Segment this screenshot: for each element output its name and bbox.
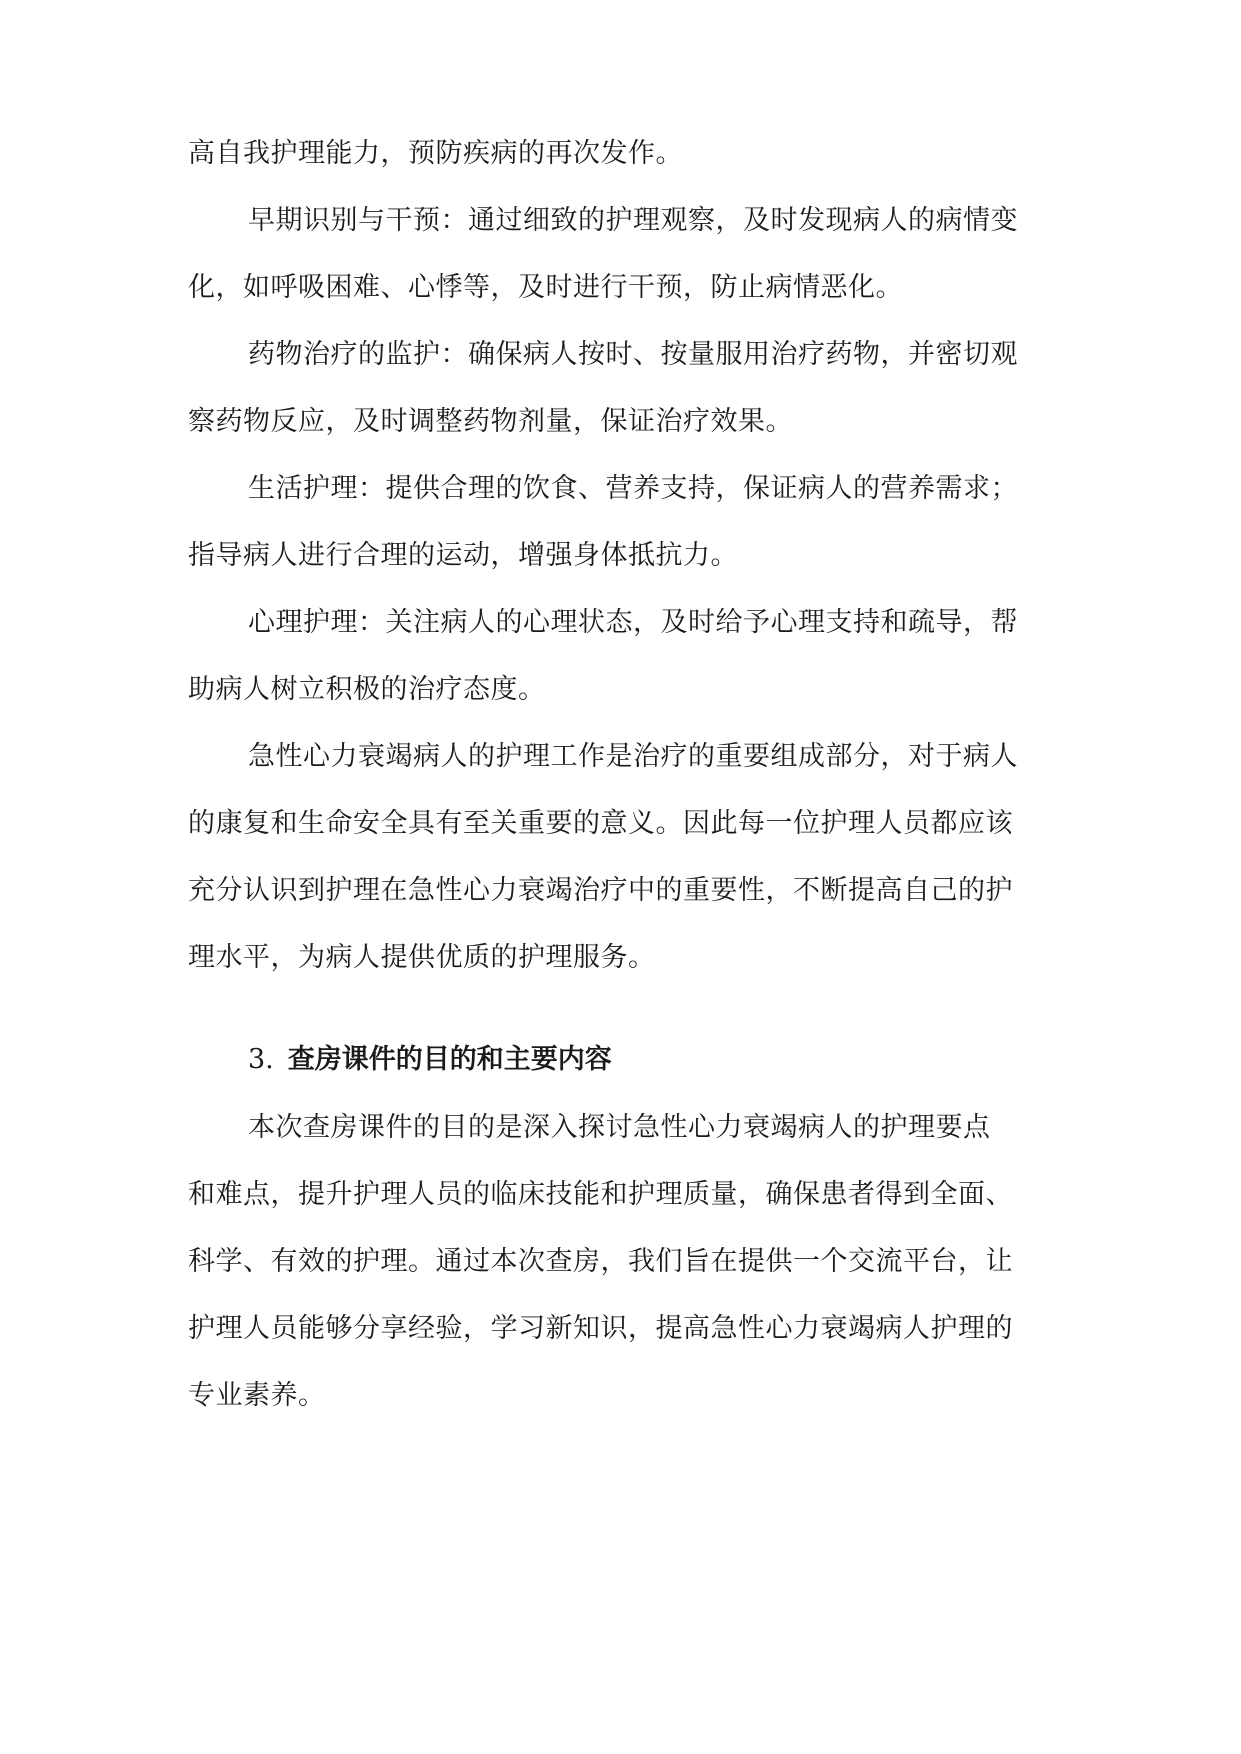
paragraph-line: 充分认识到护理在急性心力衰竭治疗中的重要性，不断提高自己的护 [188, 875, 1013, 906]
paragraph-line: 本次查房课件的目的是深入探讨急性心力衰竭病人的护理要点 [248, 1112, 991, 1143]
paragraph-line: 护理人员能够分享经验，学习新知识，提高急性心力衰竭病人护理的 [188, 1313, 1013, 1344]
paragraph-line: 心理护理：关注病人的心理状态，及时给予心理支持和疏导，帮 [248, 607, 1018, 638]
paragraph-line: 药物治疗的监护：确保病人按时、按量服用治疗药物，并密切观 [248, 339, 1018, 370]
paragraph-line: 的康复和生命安全具有至关重要的意义。因此每一位护理人员都应该 [188, 808, 1013, 839]
section-heading [248, 1042, 612, 1078]
paragraph-line: 高自我护理能力，预防疾病的再次发作。 [188, 138, 683, 169]
paragraph-line: 指导病人进行合理的运动，增强身体抵抗力。 [188, 540, 738, 571]
paragraph-line: 化，如呼吸困难、心悸等，及时进行干预，防止病情恶化。 [188, 272, 903, 303]
section-title: 查房课件的目的和主要内容 [287, 1044, 612, 1075]
paragraph-line: 早期识别与干预：通过细致的护理观察，及时发现病人的病情变 [248, 205, 1018, 236]
paragraph-line: 察药物反应，及时调整药物剂量，保证治疗效果。 [188, 406, 793, 437]
paragraph-line: 理水平，为病人提供优质的护理服务。 [188, 942, 656, 973]
paragraph-line: 和难点，提升护理人员的临床技能和护理质量，确保患者得到全面、 [188, 1179, 1013, 1210]
paragraph-line: 助病人树立积极的治疗态度。 [188, 674, 546, 705]
section-number: 3. [248, 1044, 274, 1075]
paragraph-line: 生活护理：提供合理的饮食、营养支持，保证病人的营养需求； [248, 473, 1018, 504]
paragraph-line: 科学、有效的护理。通过本次查房，我们旨在提供一个交流平台，让 [188, 1246, 1013, 1277]
paragraph-line: 急性心力衰竭病人的护理工作是治疗的重要组成部分，对于病人 [248, 741, 1018, 772]
paragraph-line: 专业素养。 [188, 1380, 326, 1411]
